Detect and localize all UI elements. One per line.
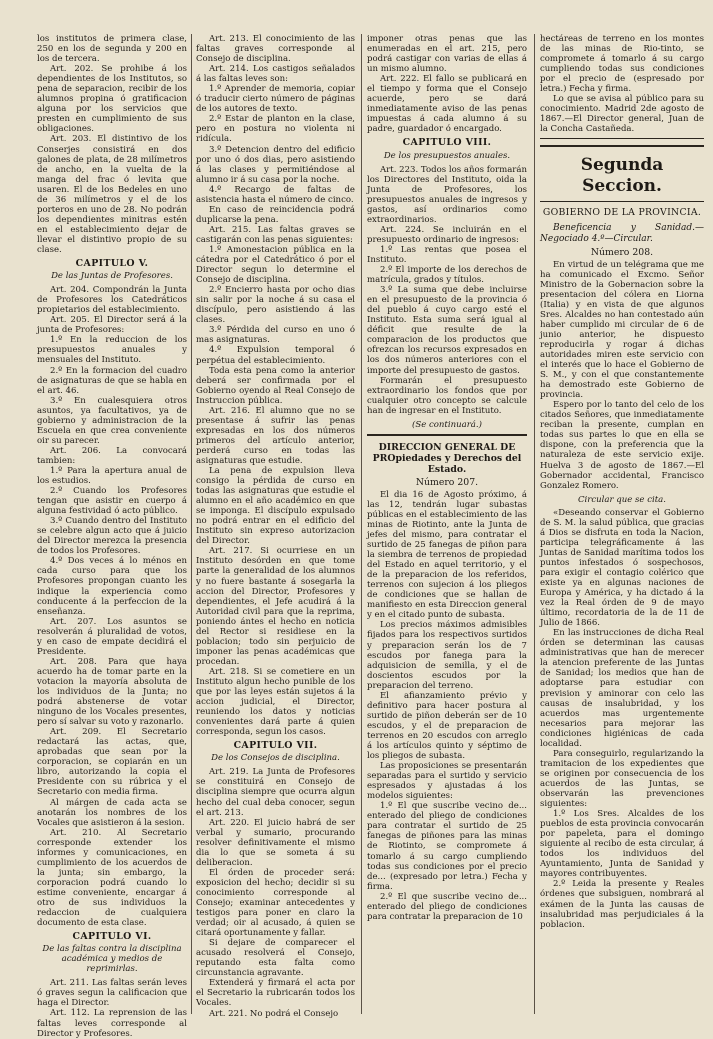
paragraph: Lo que se avisa al público para su conocimiento. Madrid 2de agosto de 1867.—El Director general, Juan de la Concha Castañeda. [540,94,704,135]
paragraph: Espero por lo tanto del celo de los citados Señores, que inmediatamente reciban la presente, cumplan en todas sus partes lo que en ella se dispone, con la preferencia que la naturaleza de este servicio exije. Huelva 3 de agosto de 1867.—El Gobernador accidental, Francisco Gonzalez Romero. [540,400,704,491]
article-204: Art. 204. Compondrán la Junta de Profesores los Catedráticos propietarios del establecimiento. [37,285,187,316]
article-211: Art. 211. Las faltas serán leves ó graves segun la calificacion que haga el Director. [37,978,187,1009]
paragraph: Toda esta pena como la anterior deberá ser confirmada por el Gobierno oyendo al Real Consejo de Instruccion pública. [196,365,355,406]
paragraph: 1.º En la reduccion de los presupuestos anuales y mensuales del Instituto. [37,335,187,366]
article-209: Art. 209. El Secretario redactará las actas, que, aprobadas que sean por la corporacion, se copiarán en un libro, autorizando la copia el Presidente con su rúbrica y el Secretario con media firma. [37,727,187,798]
paragraph: 3.º En cualesquiera otros asuntos, ya facultativos, ya de gobierno y administracion de la Escuela en que crea conveniente oir su parecer. [37,395,187,446]
column-4 [540,34,704,1014]
section-divider [540,138,704,139]
paragraph: 3.º Detencion dentro del edificio por uno ó dos dias, pero asistiendo á las clases y permitiéndose al alumno ir á su casa por la noche. [196,144,355,185]
department-heading: Beneficencia y Sanidad.—Negociado 4.º—Circular. [540,222,704,244]
direction-heading: DIRECCION GENERAL DE PROpiedades y Derechos del Estado. [372,441,522,475]
paragraph: 4.º Recargo de faltas de asistencia hasta el número de cinco. [196,184,355,205]
paragraph: El órden de proceder será: exposicion del hecho; decidir si su conocimiento corresponde al Consejo; examinar antecedentes y testigos para poner en claro la verdad; oir al acusado, á quien se citará oportunamente y fallar. [196,867,355,939]
notice-number: Número 208. [590,246,654,258]
paragraph: 2.º El que suscribe vecino de... enterado del pliego de condiciones para contratar la preparacion de 10 [367,891,527,922]
government-heading: GOBIERNO DE LA PROVINCIA. [542,207,702,219]
paragraph: 3.º Cuando dentro del Instituto se celebre algun acto que á juicio del Director merezca la presencia de todos los Profesores. [37,516,187,557]
paragraph: Formarán el presupuesto extraordinario los fondos que por cualquier otro concepto se calcule han de ingresar en el Instituto. [367,375,527,416]
paragraph: 2.º El importe de los derechos de matrícula, grados y títulos. [367,265,527,286]
paragraph: 3.º Pérdida del curso en uno ó mas asignaturas. [196,325,355,346]
paragraph: 2.º Leida la presente y Reales órdenes que subsiguen, nombrará al exámen de la Junta las causas de insalubridad mas perjudiciales á la poblacion. [540,879,704,930]
paragraph: Al márgen de cada acta se anotarán los nombres de los Vocales que asistieron á la sesion. [37,797,187,828]
paragraph: los institutos de primera clase, 250 en los de segunda y 200 en los de tercera. [37,34,187,65]
section-divider [540,201,704,202]
chapter-heading: CAPITULO VIII. [402,137,492,149]
paragraph: 2.º Encierro hasta por ocho dias sin salir por la noche á su casa el discípulo, pero asistiendo á las clases. [196,285,355,326]
article-210: Art. 210. Al Secretario corresponde extender los informes y comunicaciones, en cumplimiento de los acuerdos de la junta; sin embargo, la corporacion podrá cuando lo estime conveniente, encargar á otro de sus individuos la redaccion de cualquiera documento de esta clase. [37,827,187,929]
article-224: Art. 224. Se incluirán en el presupuesto ordinario de ingresos: [367,224,527,245]
article-208: Art. 208. Para que haya acuerdo ha de tomar parte en la votacion la mayoría absoluta de los individuos de la Junta; no podrá abstenerse de votar ninguno de los Vocales presentes, pero sí salvar su voto y razonarlo. [37,656,187,728]
column-2 [196,34,355,1019]
article-206: Art. 206. La convocará tambien: [37,445,187,466]
chapter-subtitle: De los presupuestos anuales. [383,150,511,161]
article-203: Art. 203. El distintivo de los Conserjes consistirá en dos galones de plata, de 28 milímetros de ancho, en la vuelta de la manga del frac ó levita que usaren. El de los Bedeles en uno de 36 milímetros y el de los porteros en uno de 28. No podrán los dependientes minitras estén en el establecimiento dejar de llevar el distintivo propio de su clase. [37,134,187,255]
article-220: Art. 220. El juicio habrá de ser verbal y sumario, procurando resolver definitivamente el mismo dia lo que se someta á su deliberacion. [196,817,355,868]
chapter-subtitle: De las Juntas de Profesores. [51,271,173,282]
article-221: Art. 221. No podrá el Consejo [209,1008,339,1019]
continued-note: (Se continuará.) [412,419,482,430]
paragraph: 2.º Cuando los Profesores tengan que asistir en cuerpo á alguna festividad ó acto público. [37,486,187,517]
paragraph: Extenderá y firmará el acta por el Secretario la rubricarán todos los Vocales. [196,978,355,1009]
paragraph: El dia 16 de Agosto próximo, á las 12, tendrán lugar subastas públicas en el establecimiento de las minas de Riotinto, ante la Junta de jefes del mismo, para contratar el surtido de 25 fanegas de piñon para la siembra de terrenos de propiedad del Estado en aquel territorio, y el de la preparacion de los referidos, terrenos con sujecion á los pliegos de condiciones que se hallan de manifiesto en esta Direccion general y en el citado punto de subasta. [367,489,527,621]
paragraph: 1.º El que suscribe vecino de... enterado del pliego de condiciones para contratar el surtido de 25 fanegas de piñones para las minas de Riotinto, se compromete á tomarlo á su cargo cumpliendo todas sus condiciones por el precio de... (expresado por letra.) Fecha y firma. [367,801,527,892]
paragraph: 1.º Aprender de memoria, copiar ó traducir cierto número de páginas de los autores de texto. [196,84,355,115]
column-rule [361,34,362,1014]
paragraph: 1.º Amonestacion pública en la cátedra por el Catedrático ó por el Director segun lo determine el Consejo de disciplina. [196,244,355,286]
paragraph: Para conseguirlo, regularizando la tramitacion de los expedientes que se originen por consecuencia de los acuerdos de las Juntas, se observarán las prevenciones siguientes: [540,748,704,810]
paragraph: 1.º Las rentas que posea el Instituto. [367,244,527,265]
column-rule [191,34,192,1014]
chapter-heading: CAPITULO V. [75,258,149,270]
article-217: Art. 217. Si ocurriese en un Instituto desórden en que tome parte la generalidad de los alumnos y no fuere bastante á sosegarla la accion del Director, Profesores y dependientes, el Jefe acudirá á la Autoridad civil para que la reprima, poniendo ántes el hecho en noticia del Rector si residiese en la poblacion; todo sin perjuicio de imponer las penas académicas que procedan. [196,546,355,667]
column-rule [534,34,535,1014]
paragraph: 2.º En la formacion del cuadro de asignaturas de que se habla en el art. 46. [37,365,187,396]
column-1 [37,34,187,1039]
chapter-subtitle: De los Consejos de disciplina. [211,753,340,764]
paragraph: 2.º Estar de planton en la clase, pero en postura no violenta ni ridícula. [196,114,355,145]
article-223: Art. 223. Todos los años formarán los Directores del Instituto, oida la Junta de Profesores, los presupuestos anuales de ingresos y gastos, así ordinarios como extraordinarios. [367,164,527,225]
article-205: Art. 205. El Director será á la junta de Profesores: [37,315,187,336]
section-divider [367,434,527,436]
chapter-heading: CAPITULO VII. [233,740,318,752]
article-219: Art. 219. La Junta de Profesores se constituirá en Consejo de disciplina siempre que ocurra algun hecho del cual deba conocer, segun el art. 213. [196,767,355,818]
paragraph: 3.º La suma que debe incluirse en el presupuesto de la provincia ó del pueblo á cuyo cargo esté el Instituto. Esta suma será igual al déficit que resulte de la comparacion de los productos que ofrezcan los recursos expresados en los dos números anteriores con el importe del presupuesto de gastos. [367,285,527,376]
section-divider [540,145,704,147]
article-202: Art. 202. Se prohibe á los dependientes de los Institutos, so pena de separacion, recibir de los alumnos propina ó gratificacion alguna por los servicios que presten en cumplimiento de sus obligaciones. [37,64,187,135]
article-222: Art. 222. El fallo se publicará en el tiempo y forma que el Consejo acuerde, pero se dará inmediatamente aviso de las penas impuestas á cada alumno á su padre, guardador ó encargado. [367,74,527,135]
section-heading: Segunda Seccion. [580,155,664,197]
paragraph: La pena de expulsion lleva consigo la pérdida de curso en todas las asignaturas que estudie el alumno en el año académico en que se imponga. El discípulo expulsado no podrá entrar en el edificio del Instituto sin expreso autorizacion del Director. [196,466,355,547]
chapter-heading: CAPITULO VI. [72,931,152,943]
chapter-subtitle: De las faltas contra la disciplina académica y medios de reprimirlas. [42,944,182,975]
article-216: Art. 216. El alumno que no se presentase á sufrir las penas expresadas en los dos números primeros del artículo anterior, perderá curso en todas las asignaturas que estudie. [196,405,355,466]
paragraph: 4.º Expulsion temporal ó perpétua del establecimiento. [196,345,355,366]
circular-heading: Circular que se cita. [578,494,666,505]
article-213: Art. 213. El conocimiento de las faltas graves corresponde al Consejo de disciplina. [196,34,355,65]
article-207: Art. 207. Los asuntos se resolverán á pluralidad de votos, y en caso de empate decidirá el Presidente. [37,616,187,657]
paragraph: Si dejare de comparecer el acusado resolverá el Consejo, reputando esta falta como circunstancia agravante. [196,938,355,979]
article-212: Art. 112. La reprension de las faltas leves corresponde al Director y Profesores. [37,1008,187,1039]
paragraph: hectáreas de terreno en los montes de las minas de Rio-tinto, se compromete á tomarlo á su cargo cumpliendo todas sus condiciones por el precio de (espresado por letra.) Fecha y firma. [540,34,704,95]
article-214: Art. 214. Los castigos señalados á las faltas leves son: [196,64,355,85]
paragraph: El afianzamiento prévio y definitivo para hacer postura al surtido de piñon deberán ser de 10 escudos, y el de preparacion de terrenos en 20 escudos con arreglo á los artículos quinto y séptimo de los pliegos de subasta. [367,690,527,762]
paragraph: imponer otras penas que las enumeradas en el art. 215, pero podrá castigar con varias de ellas á un mismo alumno. [367,34,527,75]
notice-number: Número 207. [415,476,479,488]
paragraph: 1.º Para la apertura anual de los estudios. [37,465,187,487]
article-218: Art. 218. Si se cometiere en un Instituto algun hecho punible de los que por las leyes están sujetos á la accion judicial, el Director, reuniendo los datos y noticias convenientes dará parte á quien corresponda, segun los casos. [196,666,355,738]
paragraph: En virtud de un telégrama que me ha comunicado el Excmo. Señor Ministro de la Gobernacion sobre la presentacion del cólera en Liorna (Italia) y en vista de que algunos Sres. Alcaldes no han contestado aún haber cumplido mi circular de 6 de junio anterior, he dispuesto reproducirla y rogar á dichas autoridades miren este servicio con el interés que lo hace el Gobierno de S. M., y con el que constantemente ha demostrado este Gobierno de provincia. [540,259,704,401]
paragraph: En caso de reincidencia podrá duplicarse la pena. [196,204,355,225]
paragraph: «Deseando conservar el Gobierno de S. M. la salud pública, que gracias á Dios se disfruta en toda la Nacion, participa telegráficamente á las Juntas de Sanidad marítima todos los puntos infestados ó sospechosos, para exigir el contagio colérico que existe ya en algunas naciones de Europa y América, y ha dictado á la vez la Real órden de 9 de mayo último, recordatoria de la de 11 de Julio de 1866. [540,507,704,629]
paragraph: En las instrucciones de dicha Real órden se determinan las causas administrativas que han de merecer la atencion preferente de las Juntas de Sanidad; los medios que han de adoptarse para estudiar con prevision y aminorar con celo las causas de insalubridad, y los acuerdos mas urgentemente necesarios para mejorar las condiciones higiénicas de cada localidad. [540,628,704,749]
paragraph: 4.º Dos veces á lo ménos en cada curso para que los Profesores propongan cuanto les indique la experiencia como conducente á la perfeccion de la enseñanza. [37,556,187,617]
article-215: Art. 215. Las faltas graves se castigarán con las penas siguientes: [196,224,355,245]
paragraph: 1.º Los Sres. Alcaldes de los pueblos de esta provincia convocarán por papeleta, para el domingo siguiente al recibo de esta circular, á todos los individuos del Ayuntamiento, Junta de Sanidad y mayores contribuyentes. [540,809,704,880]
paragraph: Los precios máximos admisibles fijados para los respectivos surtidos y preparacion serán los de 7 escudos por fanega para la adquisicion de semilla, y el de doscientos escudos por la preparacion del terreno. [367,620,527,691]
paragraph: Las proposiciones se presentarán separadas para el surtido y servicio espresados y ajustadas á los modelos siguientes: [367,761,527,802]
column-3 [367,34,527,1014]
